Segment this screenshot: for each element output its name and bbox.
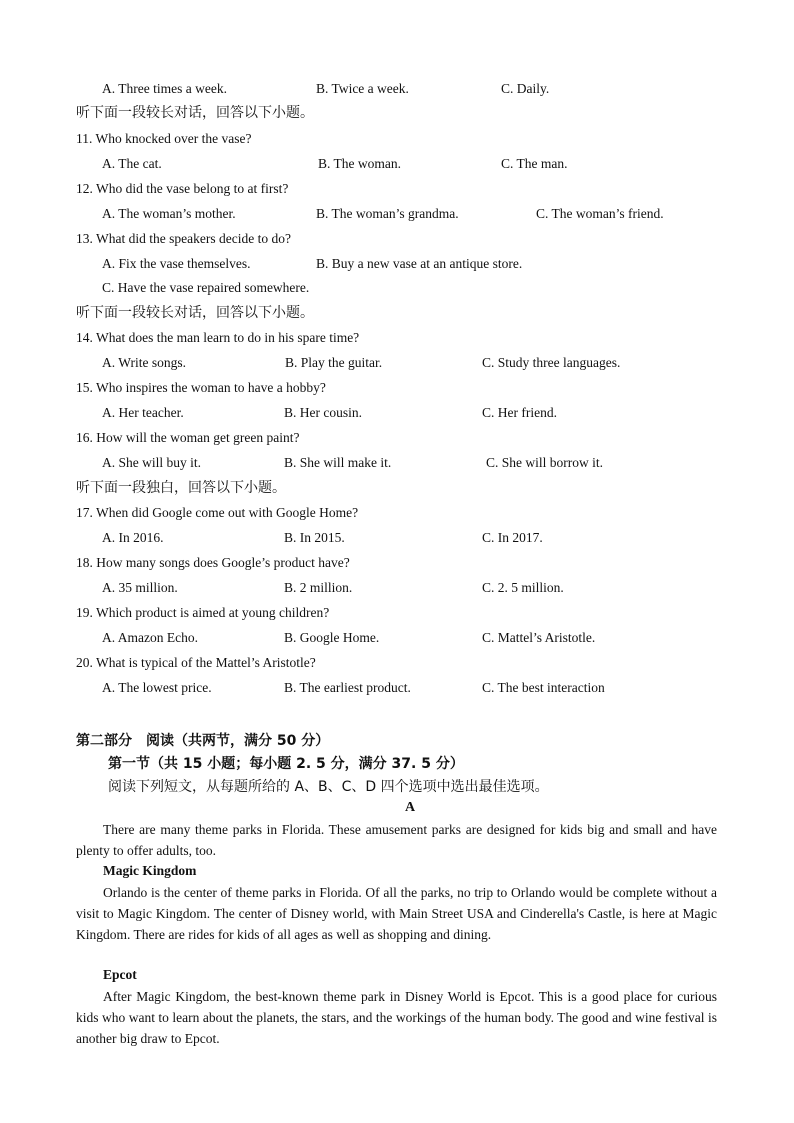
q17-option-c: C. In 2017. bbox=[482, 530, 543, 545]
q16-option-c: C. She will borrow it. bbox=[486, 455, 603, 470]
q16-option-b: B. She will make it. bbox=[284, 455, 392, 470]
q18-option-c: C. 2. 5 million. bbox=[482, 580, 564, 595]
question-17: 17. When did Google come out with Google Home? bbox=[76, 505, 359, 520]
q12-option-c: C. The woman’s friend. bbox=[536, 206, 664, 221]
passage-letter: A bbox=[405, 800, 416, 815]
listening-instruction: 听下面一段较长对话，回答以下小题。 bbox=[76, 105, 314, 121]
q15-option-a: A. Her teacher. bbox=[102, 405, 184, 420]
question-12: 12. Who did the vase belong to at first? bbox=[76, 181, 289, 196]
listening-instruction: 听下面一段独白，回答以下小题。 bbox=[76, 480, 286, 496]
paragraph-intro: There are many theme parks in Florida. These amusement parks are designed for kids big and small and have plenty to offer adults, too. bbox=[76, 822, 717, 858]
q14-option-b: B. Play the guitar. bbox=[285, 355, 383, 370]
part-heading: 第二部分 阅读（共两节，满分 50 分） bbox=[76, 733, 330, 749]
q15-option-c: C. Her friend. bbox=[482, 405, 557, 420]
q19-option-a: A. Amazon Echo. bbox=[102, 630, 198, 645]
question-11: 11. Who knocked over the vase? bbox=[76, 131, 252, 146]
q18-option-b: B. 2 million. bbox=[284, 580, 353, 595]
listening-instruction: 听下面一段较长对话，回答以下小题。 bbox=[76, 305, 314, 321]
q11-option-b: B. The woman. bbox=[318, 156, 401, 171]
question-19: 19. Which product is aimed at young children? bbox=[76, 605, 330, 620]
q16-option-a: A. She will buy it. bbox=[102, 455, 202, 470]
question-20: 20. What is typical of the Mattel’s Aristotle? bbox=[76, 655, 316, 670]
q14-option-c: C. Study three languages. bbox=[482, 355, 621, 370]
q17-option-b: B. In 2015. bbox=[284, 530, 345, 545]
q20-option-c: C. The best interaction bbox=[482, 680, 605, 695]
q17-option-a: A. In 2016. bbox=[102, 530, 164, 545]
subheading-magic-kingdom: Magic Kingdom bbox=[103, 863, 197, 878]
option-c: C. Daily. bbox=[501, 81, 550, 96]
q12-option-b: B. The woman’s grandma. bbox=[316, 206, 459, 221]
option-b: B. Twice a week. bbox=[316, 81, 409, 96]
q19-option-b: B. Google Home. bbox=[284, 630, 380, 645]
q13-option-a: A. Fix the vase themselves. bbox=[102, 256, 251, 271]
q13-option-b: B. Buy a new vase at an antique store. bbox=[316, 256, 523, 271]
paragraph-magic-kingdom: Orlando is the center of theme parks in Florida. Of all the parks, no trip to Orlando would be complete without a visit to Magic Kingdom. The center of Disney world, with Main Street USA and Cinderella's Castle, is here at Magic Kingdom. There are rides for kids of all ages as well as shopping and dining. bbox=[76, 885, 717, 942]
question-14: 14. What does the man learn to do in his spare time? bbox=[76, 330, 360, 345]
q15-option-b: B. Her cousin. bbox=[284, 405, 362, 420]
q19-option-c: C. Mattel’s Aristotle. bbox=[482, 630, 596, 645]
option-a: A. Three times a week. bbox=[102, 81, 227, 96]
q13-option-c: C. Have the vase repaired somewhere. bbox=[102, 280, 310, 295]
paragraph-epcot: After Magic Kingdom, the best-known theme park in Disney World is Epcot. This is a good place for curious kids who want to learn about the planets, the stars, and the workings of the human body. The good and wine festival is another big draw to Epcot. bbox=[76, 989, 717, 1046]
question-15: 15. Who inspires the woman to have a hobby? bbox=[76, 380, 326, 395]
reading-instruction: 阅读下列短文，从每题所给的 A、B、C、D 四个选项中选出最佳选项。 bbox=[108, 779, 549, 795]
q20-option-a: A. The lowest price. bbox=[102, 680, 212, 695]
q11-option-a: A. The cat. bbox=[102, 156, 162, 171]
subheading-epcot: Epcot bbox=[103, 967, 137, 982]
q11-option-c: C. The man. bbox=[501, 156, 568, 171]
question-16: 16. How will the woman get green paint? bbox=[76, 430, 300, 445]
q14-option-a: A. Write songs. bbox=[102, 355, 186, 370]
section-heading: 第一节（共 15 小题；每小题 2. 5 分，满分 37. 5 分） bbox=[108, 756, 464, 772]
q20-option-b: B. The earliest product. bbox=[284, 680, 411, 695]
q18-option-a: A. 35 million. bbox=[102, 580, 178, 595]
question-18: 18. How many songs does Google’s product have? bbox=[76, 555, 350, 570]
q12-option-a: A. The woman’s mother. bbox=[102, 206, 236, 221]
question-13: 13. What did the speakers decide to do? bbox=[76, 231, 291, 246]
